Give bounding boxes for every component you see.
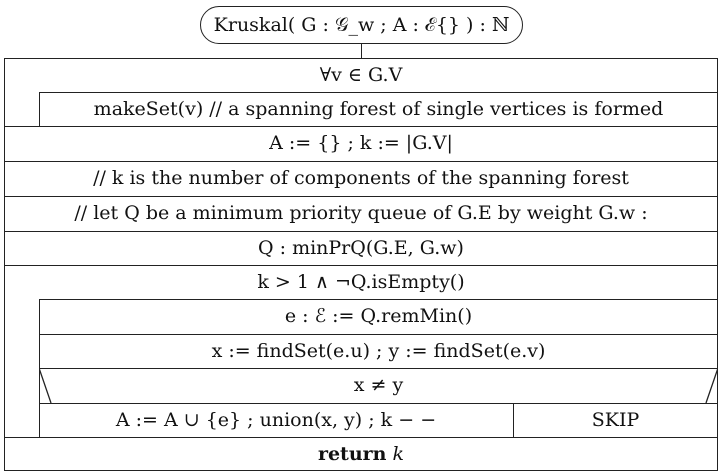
for-each-body-text: makeSet(v) // a spanning forest of single vertices is formed — [93, 97, 664, 120]
if-then-branch — [39, 403, 513, 437]
if-condition-text: x ≠ y — [353, 374, 404, 396]
connector-line — [361, 44, 362, 58]
while-header — [4, 265, 718, 299]
step-queue-init-text: Q : minPrQ(G.E, G.w) — [258, 236, 464, 259]
step-remove-min — [39, 299, 718, 334]
if-else-branch — [513, 403, 718, 437]
step-init-text: A := {} ; k := |G.V| — [269, 132, 453, 154]
step-find-sets-text: x := findSet(e.u) ; y := findSet(e.v) — [211, 339, 546, 362]
for-each-header — [4, 58, 718, 92]
step-comment-queue — [4, 196, 718, 231]
return-keyword: return — [317, 442, 387, 465]
step-init — [4, 126, 718, 161]
step-find-sets — [39, 334, 718, 368]
step-comment-k-text: // k is the number of components of the spanning forest — [93, 167, 629, 189]
for-each-body — [39, 92, 718, 126]
if-then-text: A := A ∪ {e} ; union(x, y) ; k − − — [115, 408, 437, 431]
step-queue-init — [4, 231, 718, 265]
step-remove-min-text: e : ℰ := Q.remMin() — [284, 305, 473, 327]
if-else-text: SKIP — [591, 408, 640, 431]
while-condition: k > 1 ∧ ¬Q.isEmpty() — [257, 270, 465, 293]
for-each-condition: ∀v ∈ G.V — [319, 63, 403, 86]
function-signature-text: Kruskal( G : 𝒢_w ; A : ℰ{} ) : ℕ — [213, 14, 510, 36]
if-condition — [39, 368, 718, 403]
return-statement — [4, 437, 718, 471]
function-signature — [200, 6, 523, 44]
step-comment-k — [4, 161, 718, 196]
step-comment-queue-text: // let Q be a minimum priority queue of G.E by weight G.w : — [74, 202, 648, 224]
return-value: k — [392, 442, 405, 465]
